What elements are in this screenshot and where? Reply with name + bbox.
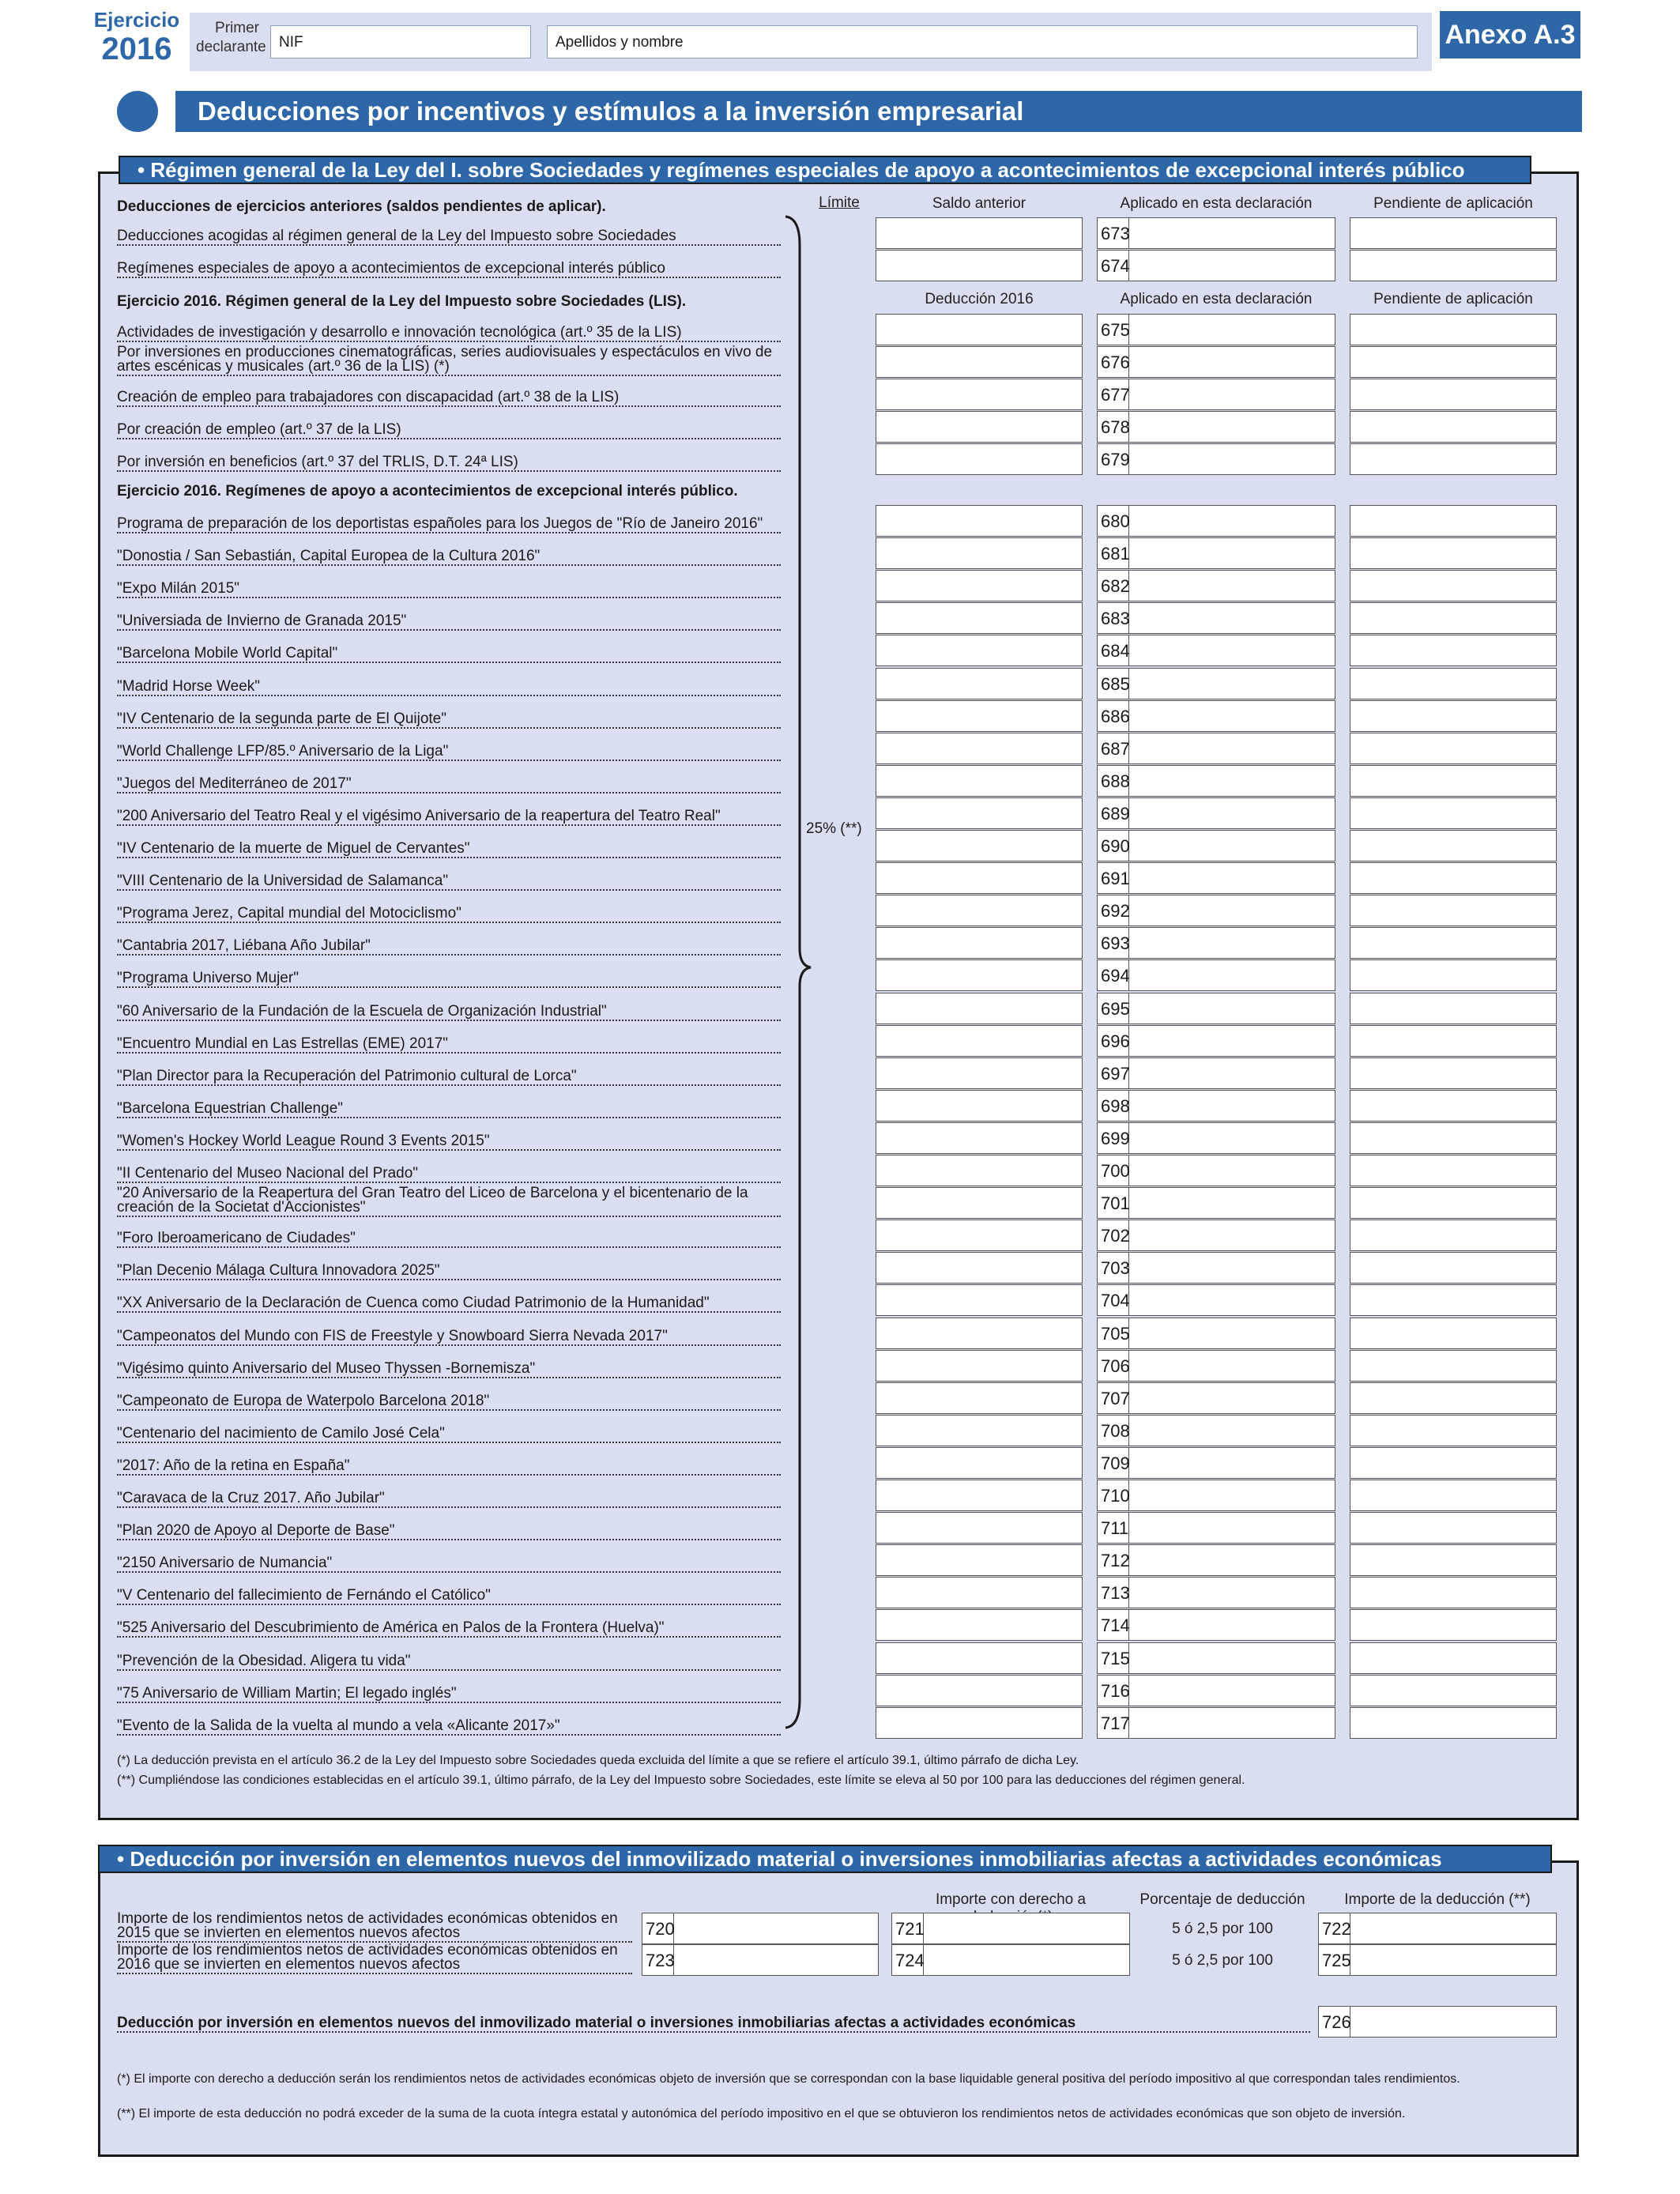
group1-col-2: Aplicado en esta declaración	[1120, 195, 1313, 212]
box-code-726: 726	[1319, 2007, 1350, 2037]
box-code-702: 702	[1098, 1220, 1129, 1250]
input-col3-673[interactable]	[1350, 217, 1557, 249]
section2-title: • Deducción por inversión en elementos nuevos del inmovilizado material o inversiones inmobiliarias afectas a actividades económicas	[98, 1845, 1552, 1873]
box-code-724: 724	[892, 1945, 924, 1975]
section1-title: • Régimen general de la Ley del I. sobre Sociedades y regímenes especiales de apoyo a acontecimientos de excepcional interés público	[119, 156, 1531, 184]
input-col2-688[interactable]	[1097, 765, 1335, 797]
input-col3-714[interactable]	[1350, 1609, 1557, 1641]
input-col1-676[interactable]	[876, 346, 1083, 378]
row-label-695: "60 Aniversario de la Fundación de la Escuela de Organización Industrial"	[117, 1004, 781, 1021]
row-label-708: "Centenario del nacimiento de Camilo José Cela"	[117, 1426, 781, 1443]
input-col2-710[interactable]	[1097, 1480, 1335, 1511]
input-col2-694[interactable]	[1097, 959, 1335, 991]
input-col1-693[interactable]	[876, 927, 1083, 959]
box-code-715: 715	[1098, 1643, 1129, 1673]
sec2-input-725[interactable]	[1318, 1944, 1557, 1976]
main-title: Deducciones por incentivos y estímulos a la inversión empresarial	[175, 91, 1582, 132]
box-code-692: 692	[1098, 895, 1129, 925]
input-col2-673[interactable]	[1097, 217, 1335, 249]
nif-label: NIF	[279, 34, 303, 51]
input-col2-704[interactable]	[1097, 1284, 1335, 1316]
box-code-699: 699	[1098, 1123, 1129, 1153]
input-col1-702[interactable]	[876, 1220, 1083, 1251]
input-col2-702[interactable]	[1097, 1220, 1335, 1251]
sec2-note2: (**) El importe de esta deducción no podrá exceder de la suma de la cuota íntegra estatal y autonómica del período impositivo en el que se obtuvieron los rendimientos netos de actividades económicas que son objeto de inversión.	[117, 2107, 1406, 2120]
row-label-699: "Women's Hockey World League Round 3 Events 2015"	[117, 1133, 781, 1151]
sec2-col-1: Importe con derecho a	[935, 1891, 1087, 1908]
input-col3-713[interactable]	[1350, 1577, 1557, 1608]
box-code-720: 720	[642, 1913, 674, 1943]
input-col2-700[interactable]	[1097, 1155, 1335, 1186]
sec2-input-720[interactable]	[642, 1913, 879, 1944]
input-col1-710[interactable]	[876, 1480, 1083, 1511]
ejercicio-label	[93, 9, 180, 65]
row-label-701: "20 Aniversario de la Reapertura del Gran Teatro del Liceo de Barcelona y el bicentenario de la	[117, 1186, 748, 1202]
input-col3-715[interactable]	[1350, 1642, 1557, 1674]
input-col2-674[interactable]	[1097, 250, 1335, 281]
input-col3-685[interactable]	[1350, 668, 1557, 699]
input-col1-713[interactable]	[876, 1577, 1083, 1608]
row-label-702: "Foro Iberoamericano de Ciudades"	[117, 1231, 781, 1248]
limit-brace	[782, 213, 814, 1731]
input-col2-698[interactable]	[1097, 1090, 1335, 1122]
box-code-707: 707	[1098, 1383, 1129, 1413]
input-col3-677[interactable]	[1350, 379, 1557, 410]
input-col1-711[interactable]	[876, 1512, 1083, 1544]
box-code-696: 696	[1098, 1026, 1129, 1056]
input-col2-689[interactable]	[1097, 797, 1335, 829]
input-col3-689[interactable]	[1350, 797, 1557, 829]
input-col2-708[interactable]	[1097, 1415, 1335, 1446]
input-col3-683[interactable]	[1350, 602, 1557, 634]
box-code-698: 698	[1098, 1091, 1129, 1121]
input-col1-680[interactable]	[876, 505, 1083, 537]
row-label-677: Creación de empleo para trabajadores con discapacidad (art.º 38 de la LIS)	[117, 390, 781, 407]
input-col1-714[interactable]	[876, 1609, 1083, 1641]
input-col3-696[interactable]	[1350, 1025, 1557, 1057]
input-col1-685[interactable]	[876, 668, 1083, 699]
box-code-705: 705	[1098, 1318, 1129, 1348]
box-code-706: 706	[1098, 1351, 1129, 1381]
input-col1-673[interactable]	[876, 217, 1083, 249]
box-code-722: 722	[1319, 1913, 1350, 1943]
sec2-input-721[interactable]	[891, 1913, 1130, 1944]
row-label2-701: creación de la Societat d'Accionistes"	[117, 1200, 781, 1217]
input-col3-676[interactable]	[1350, 346, 1557, 378]
group2-col-1: Deducción 2016	[925, 291, 1034, 307]
row-label-705: "Campeonatos del Mundo con FIS de Freestyle y Snowboard Sierra Nevada 2017"	[117, 1329, 781, 1346]
input-col2-706[interactable]	[1097, 1350, 1335, 1382]
apellidos-label: Apellidos y nombre	[556, 34, 684, 51]
box-code-723: 723	[642, 1945, 674, 1975]
sec2-row-label-720: Importe de los rendimientos netos de actividades económicas obtenidos en	[117, 1911, 618, 1927]
input-col2-697[interactable]	[1097, 1057, 1335, 1089]
input-col1-689[interactable]	[876, 797, 1083, 829]
row-label-693: "Cantabria 2017, Liébana Año Jubilar"	[117, 938, 781, 956]
section1-note2: (**) Cumpliéndose las condiciones establecidas en el artículo 39.1, último párrafo, de la Ley del Impuesto sobre Sociedades, este límite se eleva al 50 por 100 para las deducciones del régimen general.	[117, 1774, 1245, 1787]
input-col1-692[interactable]	[876, 895, 1083, 926]
input-col1-684[interactable]	[876, 635, 1083, 666]
sec2-col-2: Porcentaje de deducción	[1139, 1891, 1305, 1908]
input-col2-713[interactable]	[1097, 1577, 1335, 1608]
input-col1-712[interactable]	[876, 1544, 1083, 1576]
box-code-717: 717	[1098, 1708, 1129, 1738]
box-code-687: 687	[1098, 733, 1129, 763]
row-label-714: "525 Aniversario del Descubrimiento de América en Palos de la Frontera (Huelva)"	[117, 1620, 781, 1638]
input-col1-679[interactable]	[876, 443, 1083, 475]
sec2-note1: (*) El importe con derecho a deducción serán los rendimientos netos de actividades económicas objeto de inversión que se correspondan con la base liquidable general positiva del período impositivo al que correspondan tales rendimientos.	[117, 2072, 1460, 2086]
input-col2-703[interactable]	[1097, 1252, 1335, 1284]
row-label-691: "VIII Centenario de la Universidad de Salamanca"	[117, 873, 781, 891]
input-col2-696[interactable]	[1097, 1025, 1335, 1057]
input-col3-706[interactable]	[1350, 1350, 1557, 1382]
input-col1-678[interactable]	[876, 411, 1083, 443]
row-label-709: "2017: Año de la retina en España"	[117, 1458, 781, 1476]
row-label-703: "Plan Decenio Málaga Cultura Innovadora 2025"	[117, 1263, 781, 1280]
box-code-701: 701	[1098, 1188, 1129, 1218]
box-code-682: 682	[1098, 571, 1129, 601]
input-col3-701[interactable]	[1350, 1187, 1557, 1219]
sec2-input-722[interactable]	[1318, 1913, 1557, 1944]
box-code-673: 673	[1098, 218, 1129, 248]
row-label-713: "V Centenario del fallecimiento de Fernándo el Católico"	[117, 1588, 781, 1605]
box-code-676: 676	[1098, 347, 1129, 377]
row-label-673: Deducciones acogidas al régimen general de la Ley del Impuesto sobre Sociedades	[117, 228, 781, 246]
input-col3-690[interactable]	[1350, 830, 1557, 861]
row-label-678: Por creación de empleo (art.º 37 de la LIS)	[117, 422, 781, 439]
input-col2-705[interactable]	[1097, 1318, 1335, 1349]
group1-col-3: Pendiente de aplicación	[1373, 195, 1533, 212]
input-col2-678[interactable]	[1097, 411, 1335, 443]
input-col3-681[interactable]	[1350, 537, 1557, 569]
box-code-677: 677	[1098, 379, 1129, 409]
input-col1-707[interactable]	[876, 1382, 1083, 1414]
input-col1-694[interactable]	[876, 959, 1083, 991]
row-label2-676: artes escénicas y musicales (art.º 36 de la LIS) (*)	[117, 359, 781, 376]
group1-heading: Deducciones de ejercicios anteriores (saldos pendientes de aplicar).	[117, 199, 606, 215]
input-col2-707[interactable]	[1097, 1382, 1335, 1414]
input-col1-698[interactable]	[876, 1090, 1083, 1122]
input-col2-695[interactable]	[1097, 993, 1335, 1024]
row-label-711: "Plan 2020 de Apoyo al Deporte de Base"	[117, 1523, 781, 1540]
input-col3-699[interactable]	[1350, 1122, 1557, 1154]
input-col2-714[interactable]	[1097, 1609, 1335, 1641]
input-col1-688[interactable]	[876, 765, 1083, 797]
input-col3-679[interactable]	[1350, 443, 1557, 475]
box-code-714: 714	[1098, 1610, 1129, 1640]
input-col2-680[interactable]	[1097, 505, 1335, 537]
limite-header: Límite	[819, 194, 860, 211]
box-code-708: 708	[1098, 1416, 1129, 1446]
ejercicio-word: Ejercicio	[93, 8, 180, 32]
input-col3-709[interactable]	[1350, 1447, 1557, 1479]
row-label-700: "II Centenario del Museo Nacional del Prado"	[117, 1166, 781, 1183]
input-col3-711[interactable]	[1350, 1512, 1557, 1544]
row-label-694: "Programa Universo Mujer"	[117, 971, 781, 988]
input-col1-686[interactable]	[876, 700, 1083, 732]
input-col2-682[interactable]	[1097, 570, 1335, 601]
input-col2-692[interactable]	[1097, 895, 1335, 926]
box-code-678: 678	[1098, 412, 1129, 442]
sec2-row-label-723: Importe de los rendimientos netos de actividades económicas obtenidos en	[117, 1943, 618, 1958]
limite-value: 25% (**)	[806, 820, 862, 837]
input-col2-675[interactable]	[1097, 314, 1335, 345]
anexo-badge: Anexo A.3	[1440, 11, 1580, 58]
input-col2-717[interactable]	[1097, 1707, 1335, 1739]
input-col2-691[interactable]	[1097, 862, 1335, 894]
input-col1-705[interactable]	[876, 1318, 1083, 1349]
input-col3-695[interactable]	[1350, 993, 1557, 1024]
box-code-709: 709	[1098, 1448, 1129, 1478]
box-code-686: 686	[1098, 701, 1129, 731]
input-col1-690[interactable]	[876, 830, 1083, 861]
box-code-688: 688	[1098, 766, 1129, 796]
input-col1-696[interactable]	[876, 1025, 1083, 1057]
row-label-682: "Expo Milán 2015"	[117, 581, 781, 598]
box-code-681: 681	[1098, 538, 1129, 568]
box-code-685: 685	[1098, 669, 1129, 699]
nif-field[interactable]	[270, 25, 531, 58]
input-col3-684[interactable]	[1350, 635, 1557, 666]
box-code-697: 697	[1098, 1058, 1129, 1088]
input-col2-711[interactable]	[1097, 1512, 1335, 1544]
section1-note1: (*) La deducción prevista en el artículo 36.2 de la Ley del Impuesto sobre Sociedades queda excluida del límite a que se refiere el artículo 39.1, último párrafo de dicha Ley.	[117, 1754, 1079, 1767]
row-label-717: "Evento de la Salida de la vuelta al mundo a vela «Alicante 2017»"	[117, 1718, 781, 1736]
input-col1-681[interactable]	[876, 537, 1083, 569]
input-col3-703[interactable]	[1350, 1252, 1557, 1284]
input-col2-684[interactable]	[1097, 635, 1335, 666]
box-code-716: 716	[1098, 1676, 1129, 1706]
input-col3-717[interactable]	[1350, 1707, 1557, 1739]
input-col1-699[interactable]	[876, 1122, 1083, 1154]
input-col2-681[interactable]	[1097, 537, 1335, 569]
row-label-712: "2150 Aniversario de Numancia"	[117, 1555, 781, 1573]
row-label-698: "Barcelona Equestrian Challenge"	[117, 1101, 781, 1118]
row-label-706: "Vigésimo quinto Aniversario del Museo Thyssen -Bornemisza"	[117, 1361, 781, 1378]
row-label-679: Por inversión en beneficios (art.º 37 del TRLIS, D.T. 24ª LIS)	[117, 454, 781, 472]
input-col2-677[interactable]	[1097, 379, 1335, 410]
row-label-681: "Donostia / San Sebastián, Capital Europea de la Cultura 2016"	[117, 548, 781, 566]
input-col2-715[interactable]	[1097, 1642, 1335, 1674]
input-col3-716[interactable]	[1350, 1675, 1557, 1706]
box-code-725: 725	[1319, 1945, 1350, 1975]
group2-heading: Ejercicio 2016. Régimen general de la Ley del Impuesto sobre Sociedades (LIS).	[117, 294, 687, 310]
input-col3-686[interactable]	[1350, 700, 1557, 732]
input-col3-708[interactable]	[1350, 1415, 1557, 1446]
sec2-row-label2-720: 2015 que se invierten en elementos nuevos afectos	[117, 1925, 632, 1943]
row-label-715: "Prevención de la Obesidad. Aligera tu vida"	[117, 1653, 781, 1671]
input-col2-676[interactable]	[1097, 346, 1335, 378]
row-label-680: Programa de preparación de los deportistas españoles para los Juegos de "Río de Janeiro 2016"	[117, 516, 781, 533]
input-col1-709[interactable]	[876, 1447, 1083, 1479]
input-col3-712[interactable]	[1350, 1544, 1557, 1576]
box-code-680: 680	[1098, 506, 1129, 536]
group2-col-2: Aplicado en esta declaración	[1120, 291, 1313, 307]
box-code-700: 700	[1098, 1155, 1129, 1186]
input-col3-693[interactable]	[1350, 927, 1557, 959]
box-code-693: 693	[1098, 928, 1129, 958]
box-code-695: 695	[1098, 993, 1129, 1023]
sec2-input-726[interactable]	[1318, 2006, 1557, 2038]
input-col1-683[interactable]	[876, 602, 1083, 634]
row-label-683: "Universiada de Invierno de Granada 2015"	[117, 613, 781, 631]
box-code-703: 703	[1098, 1253, 1129, 1283]
box-code-691: 691	[1098, 863, 1129, 893]
box-code-684: 684	[1098, 635, 1129, 665]
input-col1-706[interactable]	[876, 1350, 1083, 1382]
input-col2-690[interactable]	[1097, 830, 1335, 861]
box-code-704: 704	[1098, 1285, 1129, 1315]
input-col2-686[interactable]	[1097, 700, 1335, 732]
input-col1-708[interactable]	[876, 1415, 1083, 1446]
input-col1-717[interactable]	[876, 1707, 1083, 1739]
input-col3-675[interactable]	[1350, 314, 1557, 345]
input-col1-687[interactable]	[876, 733, 1083, 764]
sec2-total-label: Deducción por inversión en elementos nuevos del inmovilizado material o inversiones inmobiliarias afectas a actividades económicas	[117, 2015, 1310, 2033]
input-col2-701[interactable]	[1097, 1187, 1335, 1219]
input-col1-700[interactable]	[876, 1155, 1083, 1186]
ejercicio-year: 2016	[101, 32, 172, 66]
box-code-711: 711	[1098, 1513, 1129, 1543]
input-col1-691[interactable]	[876, 862, 1083, 894]
input-col2-693[interactable]	[1097, 927, 1335, 959]
box-code-679: 679	[1098, 444, 1129, 474]
input-col3-691[interactable]	[1350, 862, 1557, 894]
input-col3-698[interactable]	[1350, 1090, 1557, 1122]
row-label-689: "200 Aniversario del Teatro Real y el vigésimo Aniversario de la reapertura del Teatro Real"	[117, 809, 781, 826]
input-col1-697[interactable]	[876, 1057, 1083, 1089]
input-col2-685[interactable]	[1097, 668, 1335, 699]
primer-declarante-label: Primer declarante	[196, 20, 266, 55]
row-label-710: "Caravaca de la Cruz 2017. Año Jubilar"	[117, 1491, 781, 1508]
box-code-690: 690	[1098, 831, 1129, 861]
input-col1-682[interactable]	[876, 570, 1083, 601]
input-col3-702[interactable]	[1350, 1220, 1557, 1251]
input-col2-683[interactable]	[1097, 602, 1335, 634]
row-label-692: "Programa Jerez, Capital mundial del Motociclismo"	[117, 906, 781, 923]
box-code-683: 683	[1098, 603, 1129, 633]
group1-col-1: Saldo anterior	[932, 195, 1026, 212]
sec2-input-724[interactable]	[891, 1944, 1130, 1976]
input-col2-716[interactable]	[1097, 1675, 1335, 1706]
input-col1-716[interactable]	[876, 1675, 1083, 1706]
sec2-pct-723: 5 ó 2,5 por 100	[1172, 1952, 1273, 1969]
input-col3-704[interactable]	[1350, 1284, 1557, 1316]
box-code-694: 694	[1098, 960, 1129, 990]
group2-col-3: Pendiente de aplicación	[1373, 291, 1533, 307]
sec2-row-label2-723: 2016 que se invierten en elementos nuevos afectos	[117, 1957, 632, 1974]
input-col2-699[interactable]	[1097, 1122, 1335, 1154]
input-col1-704[interactable]	[876, 1284, 1083, 1316]
input-col1-703[interactable]	[876, 1252, 1083, 1284]
sec2-col-3: Importe de la deducción (**)	[1344, 1891, 1531, 1908]
input-col1-695[interactable]	[876, 993, 1083, 1024]
input-col3-705[interactable]	[1350, 1318, 1557, 1349]
box-code-689: 689	[1098, 798, 1129, 828]
box-code-674: 674	[1098, 251, 1129, 281]
apellidos-field[interactable]	[547, 25, 1418, 58]
input-col3-707[interactable]	[1350, 1382, 1557, 1414]
row-label-674: Regímenes especiales de apoyo a acontecimientos de excepcional interés público	[117, 261, 781, 278]
input-col2-687[interactable]	[1097, 733, 1335, 764]
input-col2-679[interactable]	[1097, 443, 1335, 475]
input-col3-674[interactable]	[1350, 250, 1557, 281]
box-code-675: 675	[1098, 315, 1129, 345]
box-code-721: 721	[892, 1913, 924, 1943]
input-col3-700[interactable]	[1350, 1155, 1557, 1186]
input-col1-677[interactable]	[876, 379, 1083, 410]
row-label-697: "Plan Director para la Recuperación del Patrimonio cultural de Lorca"	[117, 1069, 781, 1086]
row-label-676: Por inversiones en producciones cinematográficas, series audiovisuales y espectáculos en vivo de	[117, 345, 773, 360]
input-col1-674[interactable]	[876, 250, 1083, 281]
input-col1-715[interactable]	[876, 1642, 1083, 1674]
row-label-675: Actividades de investigación y desarrollo e innovación tecnológica (art.º 35 de la LIS)	[117, 325, 781, 342]
title-bullet	[117, 91, 158, 132]
input-col3-678[interactable]	[1350, 411, 1557, 443]
row-label-716: "75 Aniversario de William Martin; El legado inglés"	[117, 1686, 781, 1703]
row-label-685: "Madrid Horse Week"	[117, 679, 781, 696]
input-col1-701[interactable]	[876, 1187, 1083, 1219]
row-label-704: "XX Aniversario de la Declaración de Cuenca como Ciudad Patrimonio de la Humanidad"	[117, 1295, 781, 1313]
box-code-712: 712	[1098, 1545, 1129, 1575]
input-col3-692[interactable]	[1350, 895, 1557, 926]
input-col3-697[interactable]	[1350, 1057, 1557, 1089]
group3-heading: Ejercicio 2016. Regímenes de apoyo a acontecimientos de excepcional interés público.	[117, 484, 738, 499]
box-code-710: 710	[1098, 1480, 1129, 1510]
input-col3-694[interactable]	[1350, 959, 1557, 991]
input-col1-675[interactable]	[876, 314, 1083, 345]
input-col3-680[interactable]	[1350, 505, 1557, 537]
row-label-696: "Encuentro Mundial en Las Estrellas (EME) 2017"	[117, 1036, 781, 1054]
input-col3-710[interactable]	[1350, 1480, 1557, 1511]
row-label-686: "IV Centenario de la segunda parte de El Quijote"	[117, 711, 781, 729]
row-label-690: "IV Centenario de la muerte de Miguel de Cervantes"	[117, 841, 781, 858]
input-col3-682[interactable]	[1350, 570, 1557, 601]
row-label-688: "Juegos del Mediterráneo de 2017"	[117, 776, 781, 794]
row-label-684: "Barcelona Mobile World Capital"	[117, 646, 781, 663]
input-col2-712[interactable]	[1097, 1544, 1335, 1576]
input-col2-709[interactable]	[1097, 1447, 1335, 1479]
box-code-713: 713	[1098, 1578, 1129, 1608]
input-col3-687[interactable]	[1350, 733, 1557, 764]
sec2-pct-720: 5 ó 2,5 por 100	[1172, 1921, 1273, 1937]
sec2-input-723[interactable]	[642, 1944, 879, 1976]
row-label-687: "World Challenge LFP/85.º Aniversario de la Liga"	[117, 744, 781, 761]
input-col3-688[interactable]	[1350, 765, 1557, 797]
row-label-707: "Campeonato de Europa de Waterpolo Barcelona 2018"	[117, 1393, 781, 1411]
